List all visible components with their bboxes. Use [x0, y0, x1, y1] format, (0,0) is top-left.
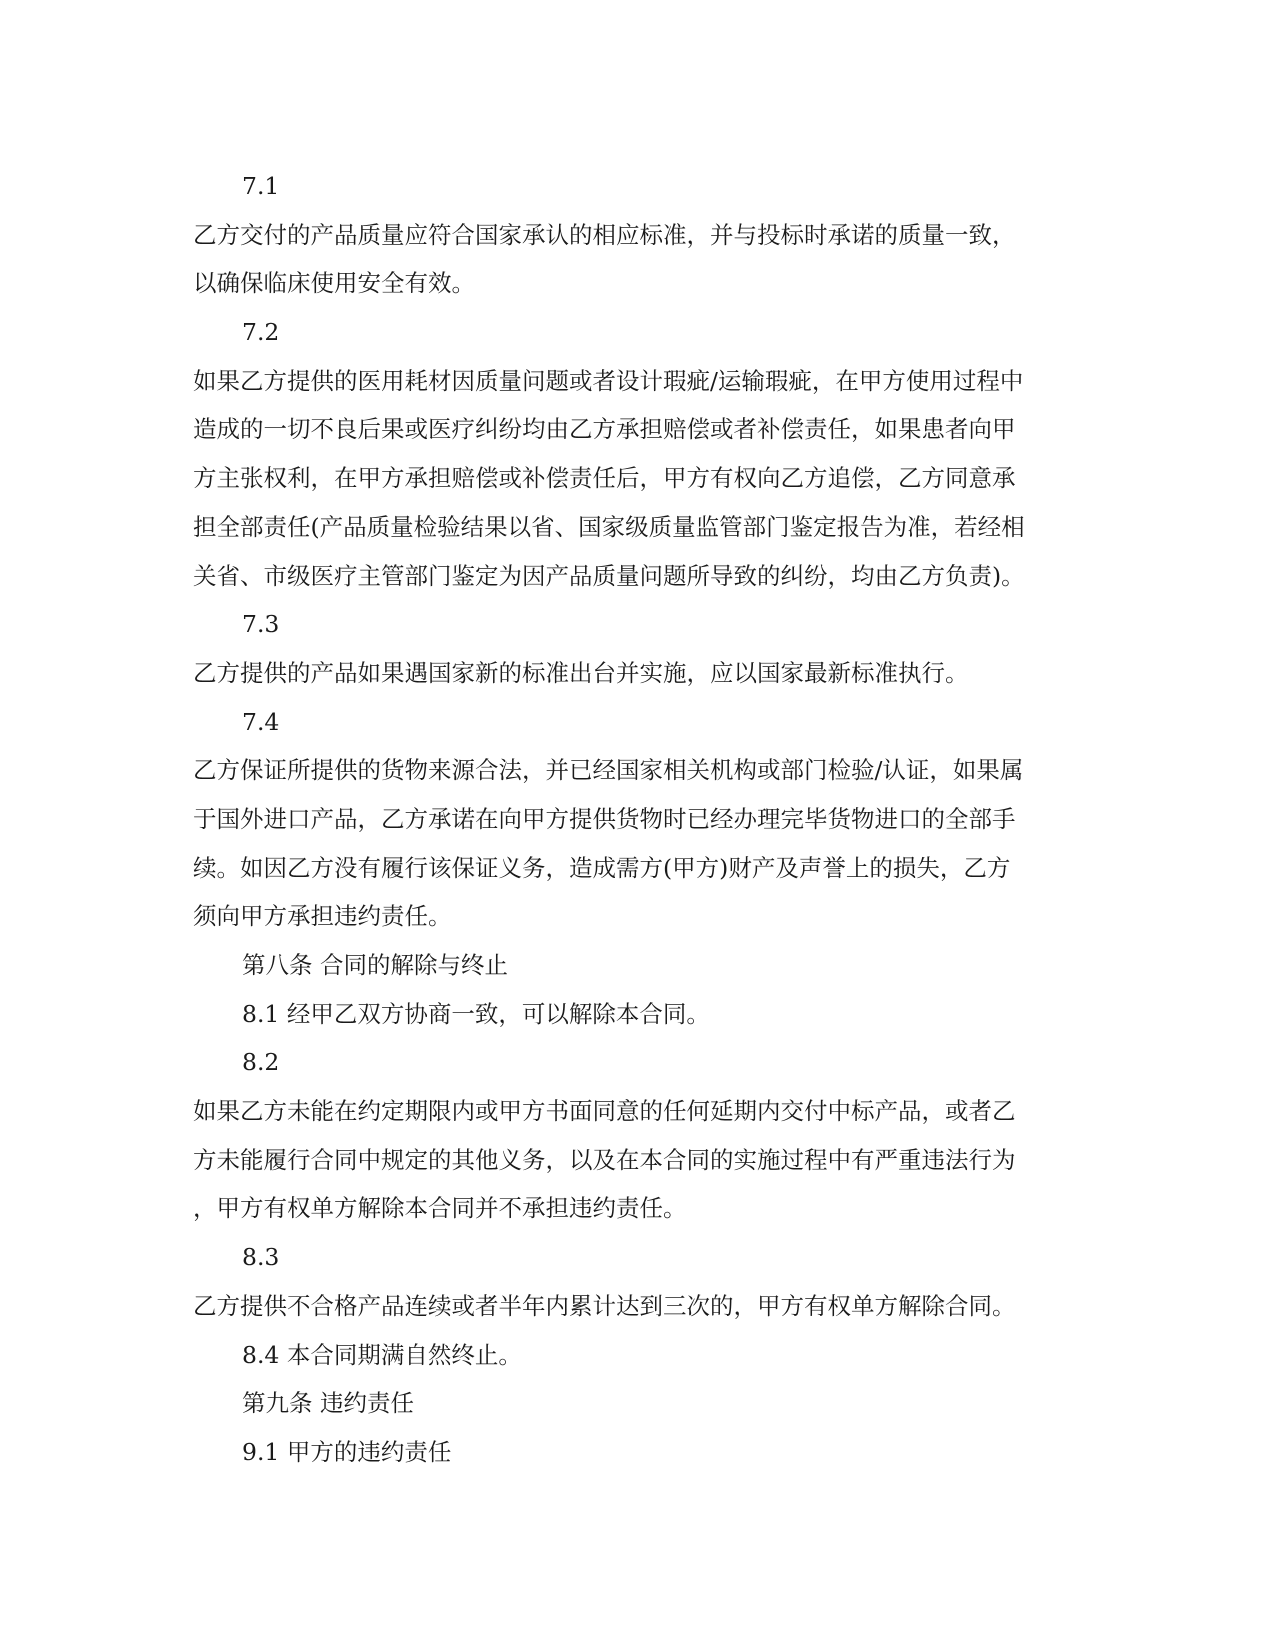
clause-text-line: 方主张权利，在甲方承担赔偿或补偿责任后，甲方有权向乙方追偿，乙方同意承 — [193, 464, 1016, 493]
clause-number-7-2: 7.2 — [242, 318, 280, 347]
clause-text-line: 乙方保证所提供的货物来源合法，并已经国家相关机构或部门检验/认证，如果属 — [193, 756, 1024, 785]
clause-text-line: 担全部责任(产品质量检验结果以省、国家级质量监管部门鉴定报告为准，若经相 — [193, 512, 1025, 541]
clause-9-1: 9.1 甲方的违约责任 — [242, 1437, 452, 1466]
clause-text-line: 续。如因乙方没有履行该保证义务，造成需方(甲方)财产及声誉上的损失，乙方 — [193, 853, 1011, 882]
clause-text-line: 须向甲方承担违约责任。 — [193, 902, 452, 931]
clause-text-line: 乙方提供不合格产品连续或者半年内累计达到三次的，甲方有权单方解除合同。 — [193, 1291, 1016, 1320]
clause-8-1: 8.1 经甲乙双方协商一致，可以解除本合同。 — [242, 999, 710, 1028]
clause-text-line: 乙方交付的产品质量应符合国家承认的相应标准，并与投标时承诺的质量一致， — [193, 220, 1016, 249]
clause-text-line: 乙方提供的产品如果遇国家新的标准出台并实施，应以国家最新标准执行。 — [193, 658, 969, 687]
clause-text-line: 以确保临床使用安全有效。 — [193, 269, 475, 298]
article-8-heading: 第八条 合同的解除与终止 — [242, 951, 508, 979]
clause-text-line: ，甲方有权单方解除本合同并不承担违约责任。 — [193, 1194, 687, 1223]
clause-number-7-4: 7.4 — [242, 707, 280, 736]
article-9-heading: 第九条 违约责任 — [242, 1389, 414, 1418]
clause-text-line: 关省、市级医疗主管部门鉴定为因产品质量问题所导致的纠纷，均由乙方负责)。 — [193, 561, 1025, 590]
document-body — [193, 162, 1093, 1477]
clause-text-line: 如果乙方提供的医用耗材因质量问题或者设计瑕疵/运输瑕疵，在甲方使用过程中 — [193, 366, 1024, 395]
clause-text-line: 方未能履行合同中规定的其他义务，以及在本合同的实施过程中有严重违法行为 — [193, 1145, 1016, 1174]
clause-number-7-3: 7.3 — [242, 610, 280, 639]
clause-number-8-3: 8.3 — [242, 1243, 280, 1272]
clause-text-line: 造成的一切不良后果或医疗纠纷均由乙方承担赔偿或者补偿责任，如果患者向甲 — [193, 415, 1016, 444]
clause-number-7-1: 7.1 — [242, 172, 280, 200]
clause-8-4: 8.4 本合同期满自然终止。 — [242, 1340, 522, 1369]
clause-number-8-2: 8.2 — [242, 1048, 280, 1077]
clause-text-line: 如果乙方未能在约定期限内或甲方书面同意的任何延期内交付中标产品，或者乙 — [193, 1097, 1016, 1126]
clause-text-line: 于国外进口产品，乙方承诺在向甲方提供货物时已经办理完毕货物进口的全部手 — [193, 804, 1016, 833]
